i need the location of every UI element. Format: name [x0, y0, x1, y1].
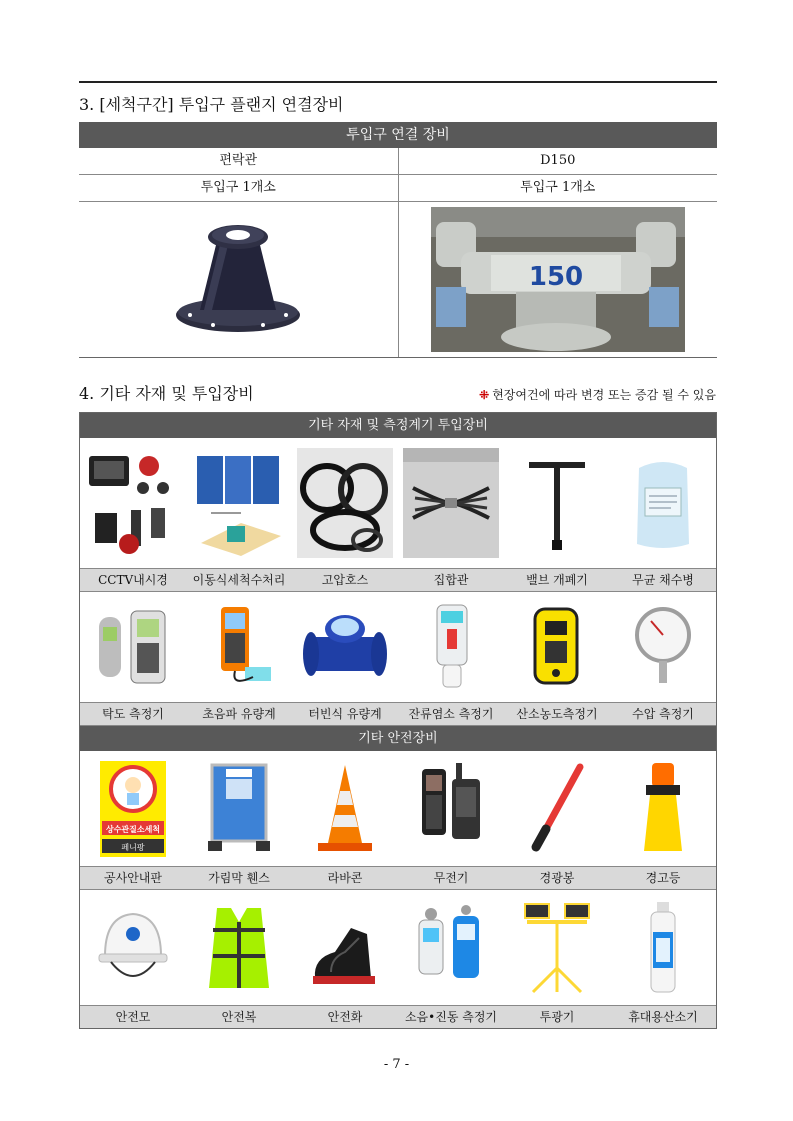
image-row — [80, 438, 716, 569]
image-row — [80, 751, 716, 867]
item-label: 무균 채수병 — [632, 573, 694, 587]
cctv-image — [80, 438, 186, 568]
noise-vibration-meter-image — [398, 890, 504, 1005]
item-label: 고압호스 — [321, 573, 369, 587]
image-row — [79, 202, 717, 358]
turbine-flowmeter-image — [292, 592, 398, 702]
item-label: 초음파 유량계 — [202, 707, 276, 721]
floodlight-image — [504, 890, 610, 1005]
item-label: 수압 측정기 — [632, 707, 694, 721]
section4-title: 4. 기타 자재 및 투입장비 — [79, 384, 254, 403]
fence-image — [186, 751, 292, 866]
construction-sign-image — [80, 751, 186, 866]
label-row — [80, 1006, 716, 1028]
label-row — [80, 569, 716, 592]
safety-vest-image — [186, 890, 292, 1005]
high-pressure-hose-image — [292, 438, 398, 568]
image-row — [80, 592, 716, 703]
pipe-photo — [399, 202, 718, 357]
safety-shoes-image — [292, 890, 398, 1005]
item-label: 경고등 — [645, 871, 681, 885]
item-label: 밸브 개폐기 — [526, 573, 588, 587]
item-label: 집합관 — [433, 573, 469, 587]
sign-brand: 페니팡 — [121, 842, 145, 852]
item-label: 공사안내판 — [104, 871, 162, 885]
pressure-gauge-image — [610, 592, 716, 702]
label-row — [80, 867, 716, 890]
ultrasonic-flowmeter-image — [186, 592, 292, 702]
traffic-cone-image — [292, 751, 398, 866]
page-number: - 7 - — [383, 1057, 410, 1072]
grid-header: 기타 안전장비 — [80, 726, 716, 751]
item-label: 라바콘 — [327, 871, 363, 885]
item-label: 휴대용산소기 — [628, 1010, 698, 1024]
item-label: 안전화 — [327, 1010, 363, 1024]
table-cell: 투입구 1개소 — [520, 180, 596, 195]
sterile-sample-bottle-image — [610, 438, 716, 568]
warning-light-image — [610, 751, 716, 866]
table-cell: 편락관 — [79, 148, 399, 174]
note-mark: ⁜ — [479, 388, 490, 402]
top-rule — [79, 81, 717, 83]
section4-grid — [79, 412, 717, 1029]
item-label: 가림막 휀스 — [208, 871, 270, 885]
reducer-image — [79, 202, 399, 357]
item-label: 이동식세척수처리 — [192, 573, 286, 587]
residual-chlorine-meter-image — [398, 592, 504, 702]
valve-key-image — [504, 438, 610, 568]
item-label: CCTV내시경 — [98, 573, 168, 587]
section3-table — [79, 122, 717, 358]
sign-text: 상수관질소세척 — [105, 824, 161, 834]
table-row — [79, 148, 717, 175]
item-label: 안전모 — [115, 1010, 151, 1024]
table-cell: D150 — [540, 153, 576, 168]
table-header: 투입구 연결 장비 — [79, 122, 717, 148]
table-cell: 투입구 1개소 — [79, 175, 399, 201]
note — [479, 386, 716, 403]
table-row — [79, 175, 717, 202]
item-label: 소음•진동 측정기 — [404, 1010, 498, 1024]
manifold-image — [398, 438, 504, 568]
grid-header: 기타 자재 및 측정계기 투입장비 — [80, 413, 716, 438]
item-label: 잔류염소 측정기 — [408, 707, 494, 721]
note-text: 현장여건에 따라 변경 또는 증감 될 수 있음 — [492, 388, 716, 402]
label-row — [80, 703, 716, 726]
oxygen-meter-image — [504, 592, 610, 702]
image-row — [80, 890, 716, 1006]
item-label: 투광기 — [539, 1010, 575, 1024]
turbidity-meter-image — [80, 592, 186, 702]
item-label: 터빈식 유량계 — [308, 707, 382, 721]
light-baton-image — [504, 751, 610, 866]
section3-title: 3. [세척구간] 투입구 플랜지 연결장비 — [79, 95, 344, 114]
item-label: 무전기 — [433, 871, 469, 885]
item-label: 경광봉 — [539, 871, 575, 885]
item-label: 탁도 측정기 — [102, 707, 164, 721]
item-label: 산소농도측정기 — [516, 707, 598, 721]
helmet-image — [80, 890, 186, 1005]
radio-image — [398, 751, 504, 866]
portable-oxygen-image — [610, 890, 716, 1005]
pipe-label: 150 — [528, 262, 583, 292]
item-label: 안전복 — [221, 1010, 257, 1024]
mobile-wash-treatment-image — [186, 438, 292, 568]
